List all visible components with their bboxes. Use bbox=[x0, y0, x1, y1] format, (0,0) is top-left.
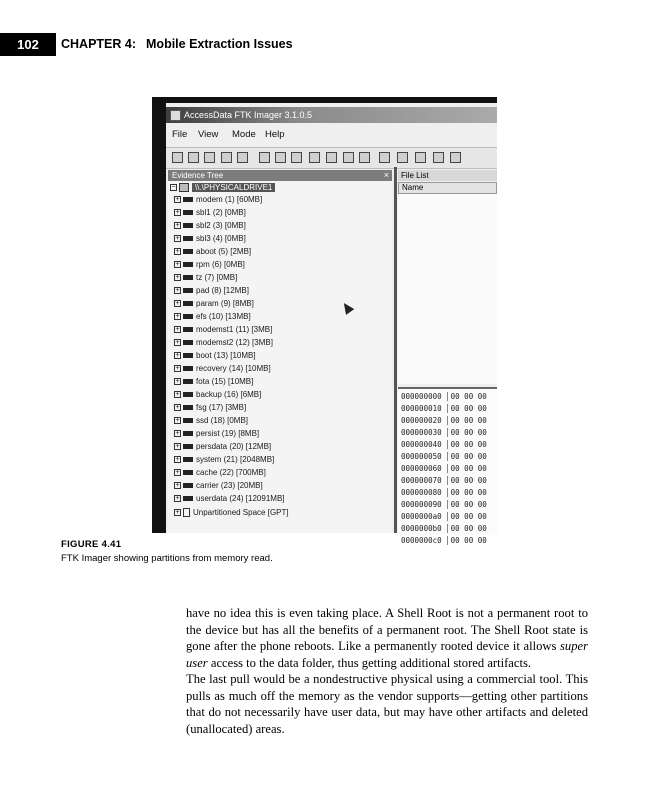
tree-node-partition[interactable] bbox=[174, 207, 246, 218]
export-icon[interactable] bbox=[275, 152, 286, 163]
hex-offset: 0000000a0 bbox=[401, 512, 442, 521]
file-list-header: File List bbox=[398, 170, 497, 181]
hex-bytes: 00 00 00 bbox=[447, 500, 487, 509]
menu-help[interactable]: Help bbox=[265, 129, 285, 140]
hex-offset: 000000040 bbox=[401, 440, 442, 449]
chapter-title: Mobile Extraction Issues bbox=[146, 37, 293, 51]
pane-splitter[interactable] bbox=[394, 167, 397, 533]
tree-node-label: fota (15) [10MB] bbox=[196, 377, 254, 386]
expand-icon[interactable]: + bbox=[175, 300, 180, 308]
toolbar bbox=[166, 147, 497, 169]
hex-bytes: 00 00 00 bbox=[447, 488, 487, 497]
hex-bytes: 00 00 00 bbox=[447, 404, 487, 413]
hex-viewer bbox=[398, 387, 497, 545]
hex-bytes: 00 00 00 bbox=[447, 392, 487, 401]
tree-node-partition[interactable] bbox=[174, 454, 274, 465]
partition-icon bbox=[183, 379, 193, 384]
tree-node-partition[interactable] bbox=[174, 311, 251, 322]
evidence-tree-header bbox=[168, 170, 392, 181]
hex-bytes: 00 00 00 bbox=[447, 416, 487, 425]
hex-offset: 000000060 bbox=[401, 464, 442, 473]
hex-offset: 000000020 bbox=[401, 416, 442, 425]
hex-bytes: 00 00 00 bbox=[447, 524, 487, 533]
expand-icon[interactable]: + bbox=[175, 391, 180, 399]
save-icon[interactable] bbox=[291, 152, 302, 163]
figure-caption: FTK Imager showing partitions from memory read. bbox=[61, 553, 273, 564]
expand-icon[interactable]: + bbox=[175, 248, 180, 256]
tree-node-label: param (9) [8MB] bbox=[196, 299, 254, 308]
expand-icon[interactable]: + bbox=[175, 261, 180, 269]
text-view-icon[interactable] bbox=[415, 152, 426, 163]
create-image-icon[interactable] bbox=[259, 152, 270, 163]
partition-icon bbox=[183, 496, 193, 501]
tree-node-partition[interactable] bbox=[174, 220, 246, 231]
hex-row bbox=[401, 403, 487, 415]
expand-icon[interactable]: + bbox=[175, 274, 180, 282]
tree-node-partition[interactable] bbox=[174, 428, 259, 439]
window-titlebar bbox=[166, 107, 497, 123]
paragraph-1 bbox=[186, 605, 588, 671]
app-icon bbox=[170, 110, 181, 121]
auto-view-icon[interactable] bbox=[433, 152, 444, 163]
image-mounting-icon[interactable] bbox=[204, 152, 215, 163]
expand-icon[interactable]: + bbox=[175, 287, 180, 295]
tree-node-partition[interactable] bbox=[174, 246, 251, 257]
partition-icon bbox=[183, 236, 193, 241]
add-evidence-icon[interactable] bbox=[172, 152, 183, 163]
tree-node-label: system (21) [2048MB] bbox=[196, 455, 275, 464]
expand-icon[interactable]: + bbox=[175, 417, 180, 425]
tree-node-unpartitioned[interactable] bbox=[174, 507, 289, 518]
capture-memory-icon[interactable] bbox=[326, 152, 337, 163]
tree-node-label: modemst2 (12) [3MB] bbox=[196, 338, 273, 347]
tree-node-partition[interactable] bbox=[174, 415, 248, 426]
hex-offset: 0000000b0 bbox=[401, 524, 442, 533]
hex-offset: 000000080 bbox=[401, 488, 442, 497]
tree-node-label: sbl3 (4) [0MB] bbox=[196, 234, 246, 243]
verify-icon[interactable] bbox=[309, 152, 320, 163]
tree-node-label: rpm (6) [0MB] bbox=[196, 260, 245, 269]
menu-file[interactable]: File bbox=[172, 129, 188, 140]
tree-root-label: \\.\PHYSICALDRIVE1 bbox=[192, 183, 275, 192]
hex-row bbox=[401, 439, 487, 451]
tree-node-label: modem (1) [60MB] bbox=[196, 195, 263, 204]
hex-row bbox=[401, 427, 487, 439]
partition-icon bbox=[183, 262, 193, 267]
expand-icon[interactable]: + bbox=[175, 196, 180, 204]
tree-node-label: carrier (23) [20MB] bbox=[196, 481, 263, 490]
tree-node-label: aboot (5) [2MB] bbox=[196, 247, 252, 256]
paragraph-1-end: access to the data folder, thus getting additional stored artifacts. bbox=[207, 655, 532, 670]
close-icon[interactable]: × bbox=[383, 170, 389, 180]
hex-offset: 000000030 bbox=[401, 428, 442, 437]
tree-node-partition[interactable] bbox=[174, 363, 271, 374]
tree-root[interactable] bbox=[170, 182, 275, 193]
expand-icon[interactable]: + bbox=[175, 326, 180, 334]
hex-bytes: 00 00 00 bbox=[447, 476, 487, 485]
hex-offset: 000000070 bbox=[401, 476, 442, 485]
tree-node-label: cache (22) [700MB] bbox=[196, 468, 266, 477]
hex-offset: 000000050 bbox=[401, 452, 442, 461]
figure-label: FIGURE 4.41 bbox=[61, 539, 122, 550]
paragraph-1-start: have no idea this is even taking place. A Shell Root is not a permanent root to the device but has all the benefits of a permanent root. The Shell Root state is gone after the phone reboots. Like a permanently rooted device it allows bbox=[186, 606, 588, 654]
page-number: 102 bbox=[0, 33, 56, 56]
expand-icon[interactable]: + bbox=[175, 469, 180, 477]
tree-node-label: sbl2 (3) [0MB] bbox=[196, 221, 246, 230]
tree-node-label: Unpartitioned Space [GPT] bbox=[193, 508, 289, 517]
file-list bbox=[398, 194, 497, 384]
obtain-files-icon[interactable] bbox=[343, 152, 354, 163]
partition-icon bbox=[183, 314, 193, 319]
tree-node-partition[interactable] bbox=[174, 194, 262, 205]
partition-icon bbox=[183, 418, 193, 423]
tree-node-partition[interactable] bbox=[174, 493, 285, 504]
hex-row bbox=[401, 499, 487, 511]
tree-node-partition[interactable] bbox=[174, 389, 261, 400]
partition-icon bbox=[183, 353, 193, 358]
expand-icon[interactable]: + bbox=[175, 456, 180, 464]
expand-icon[interactable]: + bbox=[175, 404, 180, 412]
hex-row bbox=[401, 523, 487, 535]
expand-icon[interactable]: + bbox=[175, 482, 180, 490]
tree-node-label: persist (19) [8MB] bbox=[196, 429, 260, 438]
help-icon[interactable] bbox=[450, 152, 461, 163]
hex-offset: 0000000c0 bbox=[401, 536, 442, 545]
hex-row bbox=[401, 391, 487, 403]
add-all-evidence-icon[interactable] bbox=[188, 152, 199, 163]
tree-node-partition[interactable] bbox=[174, 298, 254, 309]
tree-node-label: pad (8) [12MB] bbox=[196, 286, 249, 295]
partition-icon bbox=[183, 483, 193, 488]
hex-bytes: 00 00 00 bbox=[447, 428, 487, 437]
collapse-icon[interactable]: − bbox=[171, 184, 176, 192]
expand-icon[interactable]: + bbox=[175, 222, 180, 230]
expand-icon[interactable]: + bbox=[175, 313, 180, 321]
chapter-label: CHAPTER 4: bbox=[61, 37, 137, 51]
partition-icon bbox=[183, 392, 193, 397]
remove-all-icon[interactable] bbox=[237, 152, 248, 163]
tree-node-label: persdata (20) [12MB] bbox=[196, 442, 272, 451]
tree-node-label: boot (13) [10MB] bbox=[196, 351, 256, 360]
unpartitioned-icon bbox=[183, 508, 190, 517]
evidence-tree-title: Evidence Tree bbox=[172, 171, 224, 180]
tree-node-partition[interactable] bbox=[174, 259, 245, 270]
name-column-header[interactable]: Name bbox=[398, 182, 497, 194]
menu-view[interactable]: View bbox=[198, 129, 219, 140]
expand-icon[interactable]: + bbox=[175, 430, 180, 438]
window-title: AccessData FTK Imager 3.1.0.5 bbox=[184, 110, 313, 120]
hex-offset: 000000000 bbox=[401, 392, 442, 401]
hex-view-icon[interactable] bbox=[397, 152, 408, 163]
partition-icon bbox=[183, 366, 193, 371]
hex-row bbox=[401, 463, 487, 475]
hex-offset: 000000090 bbox=[401, 500, 442, 509]
hex-bytes: 00 00 00 bbox=[447, 464, 487, 473]
hex-bytes: 00 00 00 bbox=[447, 512, 487, 521]
hex-row bbox=[401, 451, 487, 463]
tree-node-partition[interactable] bbox=[174, 402, 246, 413]
partition-icon bbox=[183, 457, 193, 462]
partition-icon bbox=[183, 405, 193, 410]
physical-drive-icon bbox=[179, 183, 189, 192]
tree-node-label: fsg (17) [3MB] bbox=[196, 403, 247, 412]
tree-node-partition[interactable] bbox=[174, 324, 272, 335]
hex-row bbox=[401, 535, 487, 547]
hex-row bbox=[401, 487, 487, 499]
partition-icon bbox=[183, 444, 193, 449]
tree-node-partition[interactable] bbox=[174, 441, 271, 452]
tree-node-partition[interactable] bbox=[174, 233, 246, 244]
expand-icon[interactable]: + bbox=[175, 443, 180, 451]
menu-bar bbox=[166, 127, 497, 143]
tree-node-label: ssd (18) [0MB] bbox=[196, 416, 249, 425]
tree-node-partition[interactable] bbox=[174, 480, 263, 491]
partition-icon bbox=[183, 288, 193, 293]
tree-node-partition[interactable] bbox=[174, 337, 273, 348]
partition-icon bbox=[183, 197, 193, 202]
partition-icon bbox=[183, 223, 193, 228]
ftk-imager-window bbox=[166, 103, 497, 545]
hex-bytes: 00 00 00 bbox=[447, 536, 487, 545]
tree-node-label: userdata (24) [12091MB] bbox=[196, 494, 285, 503]
expand-icon[interactable]: + bbox=[175, 378, 180, 386]
partition-icon bbox=[183, 275, 193, 280]
tree-node-label: sbl1 (2) [0MB] bbox=[196, 208, 246, 217]
tree-node-partition[interactable] bbox=[174, 350, 256, 361]
expand-icon[interactable]: + bbox=[175, 352, 180, 360]
tree-node-partition[interactable] bbox=[174, 272, 237, 283]
detect-encryption-icon[interactable] bbox=[359, 152, 370, 163]
hex-bytes: 00 00 00 bbox=[447, 440, 487, 449]
partition-icon bbox=[183, 470, 193, 475]
remove-evidence-icon[interactable] bbox=[221, 152, 232, 163]
hex-bytes: 00 00 00 bbox=[447, 452, 487, 461]
tree-node-label: backup (16) [6MB] bbox=[196, 390, 262, 399]
tree-node-partition[interactable] bbox=[174, 376, 253, 387]
tree-node-partition[interactable] bbox=[174, 467, 266, 478]
expand-icon[interactable]: + bbox=[175, 365, 180, 373]
tree-node-label: modemst1 (11) [3MB] bbox=[196, 325, 273, 334]
partition-icon bbox=[183, 431, 193, 436]
partition-icon bbox=[183, 340, 193, 345]
expand-icon[interactable]: + bbox=[175, 495, 180, 503]
hex-row bbox=[401, 511, 487, 523]
partition-icon bbox=[183, 210, 193, 215]
tree-node-label: efs (10) [13MB] bbox=[196, 312, 251, 321]
paragraph-1-italic: super user bbox=[186, 639, 588, 670]
expand-icon[interactable]: + bbox=[175, 509, 180, 517]
expand-icon[interactable]: + bbox=[175, 235, 180, 243]
paragraph-2: The last pull would be a nondestructive physical using a commercial tool. This pulls as much off the memory as the vendor supports—getting other partitions that do not necessarily have user data, but may have other artifacts and deleted (unallocated) areas. bbox=[186, 672, 588, 736]
partition-icon bbox=[183, 301, 193, 306]
hex-row bbox=[401, 415, 487, 427]
running-header bbox=[61, 33, 293, 56]
hex-row bbox=[401, 475, 487, 487]
evidence-tree bbox=[168, 181, 392, 533]
menu-mode[interactable]: Mode bbox=[232, 129, 256, 140]
view-files-icon[interactable] bbox=[379, 152, 390, 163]
expand-icon[interactable]: + bbox=[175, 339, 180, 347]
tree-node-label: recovery (14) [10MB] bbox=[196, 364, 271, 373]
tree-node-label: tz (7) [0MB] bbox=[196, 273, 238, 282]
partition-icon bbox=[183, 327, 193, 332]
hex-offset: 000000010 bbox=[401, 404, 442, 413]
partition-icon bbox=[183, 249, 193, 254]
expand-icon[interactable]: + bbox=[175, 209, 180, 217]
tree-node-partition[interactable] bbox=[174, 285, 249, 296]
figure-photo bbox=[152, 97, 497, 545]
